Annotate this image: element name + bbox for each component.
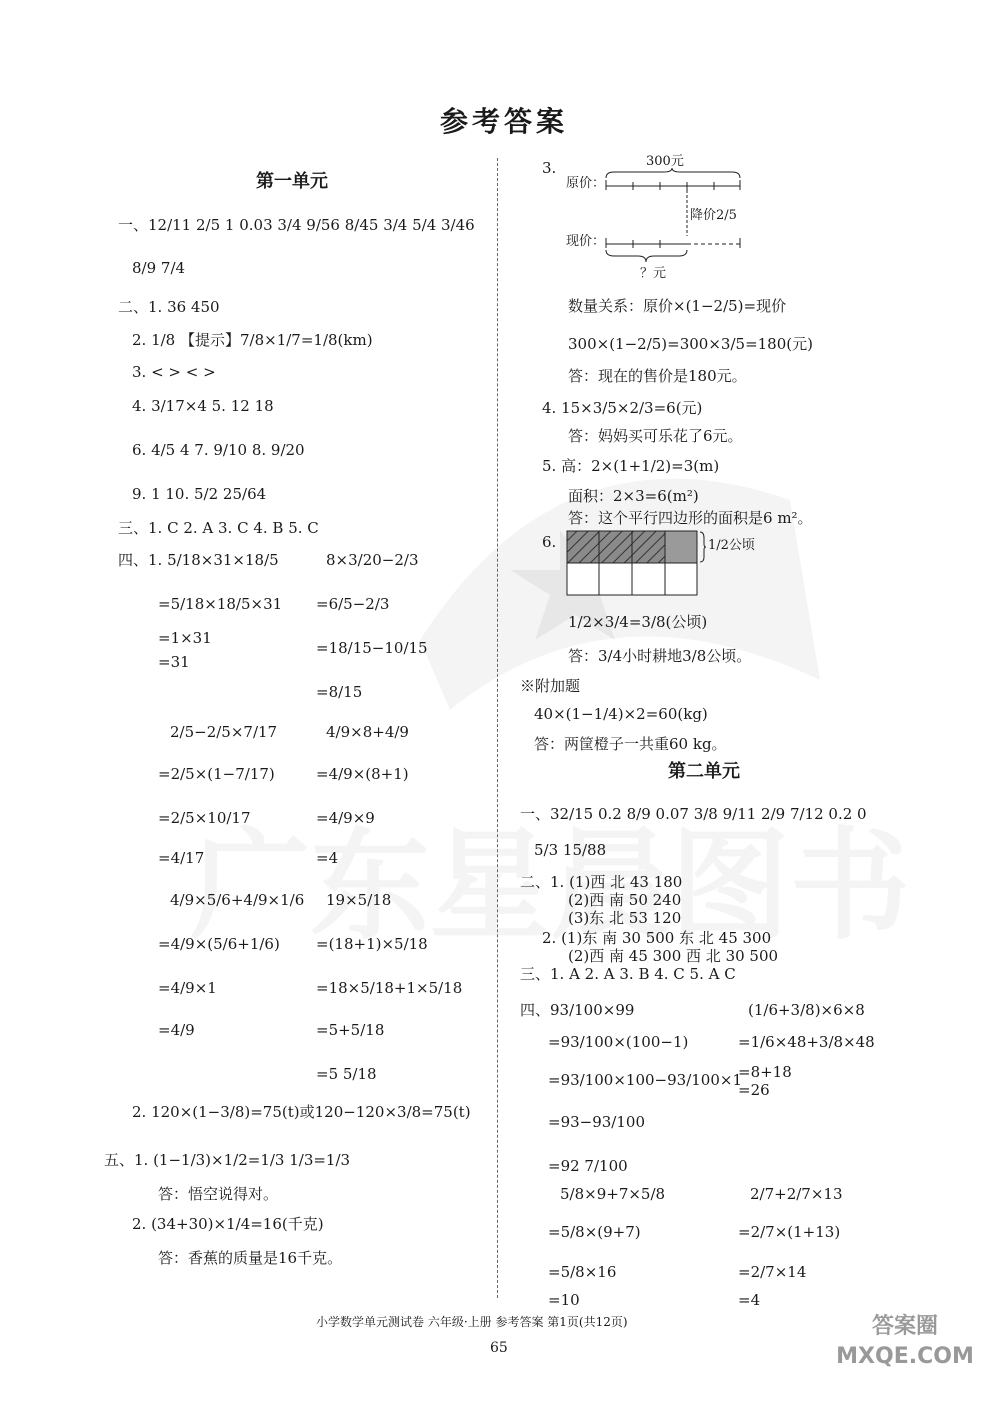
answer-line: (2)西 南 50 240 [568,891,682,909]
answer-line: 答：这个平行四边形的面积是6 m²。 [568,509,813,527]
answer-line: 答：两筐橙子一共重60 kg。 [534,735,727,753]
answer-line: =5+5/18 [316,1021,385,1039]
answer-line: 答：3/4小时耕地3/8公顷。 [568,647,752,665]
answer-line: =93/100×100−93/100×1 [548,1071,742,1089]
answer-line: 40×(1−1/4)×2=60(kg) [534,705,708,723]
answer-line: =4 [738,1291,761,1309]
answer-line: 面积：2×3=6(m²) [568,487,699,505]
answer-line: (1/6+3/8)×6×8 [748,1001,865,1019]
answer-line: 3. < > < > [132,363,216,381]
price-diagram [604,168,744,268]
answer-line: 2. 1/8 【提示】7/8×1/7=1/8(km) [132,331,373,349]
answer-line: ※附加题 [520,677,581,695]
answer-line: =26 [738,1081,770,1099]
answer-line: =1×31 [158,629,212,647]
page-footer: 小学数学单元测试卷 六年级·上册 参考答案 第1页(共12页) [316,1315,628,1329]
answer-line: =4/9×(5/6+1/6) [158,935,280,953]
answer-line: 1/2×3/4=3/8(公顷) [568,613,708,631]
answer-line: 6. 4/5 4 7. 9/10 8. 9/20 [132,441,305,459]
answer-line: 三、1. C 2. A 3. C 4. B 5. C [118,519,319,537]
answer-line: 4. 3/17×4 5. 12 18 [132,397,274,415]
answer-line: =8/15 [316,683,363,701]
answer-line: 5. 高：2×(1+1/2)=3(m) [542,457,720,475]
answer-line: =5/18×18/5×31 [158,595,283,613]
answer-line: 数量关系：原价×(1−2/5)=现价 [568,297,787,315]
diagram-label: ？元 [640,266,667,281]
column-divider [497,158,498,1298]
answer-line: 4/9×5/6+4/9×1/6 [170,891,305,909]
answer-line: =93−93/100 [548,1113,645,1131]
answer-line: =18×5/18+1×5/18 [316,979,463,997]
answer-line: =4/9 [158,1021,195,1039]
answer-line: 5/3 15/88 [534,841,607,859]
answer-line: 2. (34+30)×1/4=16(千克) [132,1215,324,1233]
unit2-heading: 第二单元 [668,761,740,782]
answer-line: 2/5−2/5×7/17 [170,723,278,741]
answer-line: 答：悟空说得对。 [158,1185,279,1203]
answer-line: 2/7+2/7×13 [750,1185,843,1203]
answer-line: =10 [548,1291,580,1309]
answer-line: =4 [316,849,339,867]
answer-line: =4/17 [158,849,205,867]
answer-line: 2. 120×(1−3/8)=75(t)或120−120×3/8=75(t) [132,1103,471,1121]
answer-line: =4/9×1 [158,979,217,997]
answer-line: 三、1. A 2. A 3. B 4. C 5. A C [520,965,736,983]
answer-line: 9. 1 10. 5/2 25/64 [132,485,267,503]
diagram-label: 1/2公顷 [708,538,755,553]
answer-line: =5 5/18 [316,1065,377,1083]
answer-line: =4/9×(8+1) [316,765,409,783]
answer-line: =(18+1)×5/18 [316,935,428,953]
answer-line: =5/8×(9+7) [548,1223,641,1241]
page-title: 参考答案 [440,105,569,138]
answer-line: =93/100×(100−1) [548,1033,689,1051]
answer-line: 19×5/18 [326,891,392,909]
diagram-label: 现价： [566,234,606,249]
answer-line: 答：香蕉的质量是16千克。 [158,1249,343,1267]
answer-line: 二、1. (1)西 北 43 180 [520,873,683,891]
answer-line: 8×3/20−2/3 [326,551,419,569]
answer-line: 4. 15×3/5×2/3=6(元) [542,399,703,417]
answer-line: 二、1. 36 450 [118,298,220,316]
answer-line: 一、32/15 0.2 8/9 0.07 3/8 9/11 2/9 7/12 0.2 0 [520,805,867,823]
site-stamp: 答案圈 MXQE.COM [836,1314,974,1369]
answer-line: 答：现在的售价是180元。 [568,367,747,385]
diagram-label: 原价： [566,176,606,191]
unit1-heading: 第一单元 [256,171,328,192]
page-number: 65 [490,1340,508,1356]
area-diagram [566,530,706,600]
answer-line: 300×(1−2/5)=300×3/5=180(元) [568,335,813,353]
answer-line: 四、93/100×99 [520,1001,635,1019]
answer-line: =18/15−10/15 [316,639,428,657]
answer-line: =8+18 [738,1063,792,1081]
answer-line: 2. (1)东 南 30 500 东 北 45 300 [542,929,772,947]
answer-line: (3)东 北 53 120 [568,909,682,927]
answer-line: (2)西 南 45 300 西 北 30 500 [568,947,779,965]
answer-line: =31 [158,653,190,671]
answer-line: 一、12/11 2/5 1 0.03 3/4 9/56 8/45 3/4 5/4 3/46 [118,216,475,234]
answer-line: =4/9×9 [316,809,375,827]
answer-line: 答：妈妈买可乐花了6元。 [568,427,743,445]
answer-line: 四、1. 5/18×31×18/5 [118,551,279,569]
answer-line: =6/5−2/3 [316,595,390,613]
answer-line: 3. [542,159,557,177]
answer-line: =2/7×14 [738,1263,807,1281]
diagram-label: 降价2/5 [690,208,737,223]
answer-line: 五、1. (1−1/3)×1/2=1/3 1/3=1/3 [104,1151,351,1169]
answer-line: =5/8×16 [548,1263,617,1281]
answer-line: =2/5×(1−7/17) [158,765,275,783]
answer-line: =2/5×10/17 [158,809,251,827]
answer-line: 6. [542,533,557,551]
diagram-label: 300元 [646,154,684,169]
answer-line: 5/8×9+7×5/8 [560,1185,666,1203]
answer-line: =2/7×(1+13) [738,1223,841,1241]
answer-line: =92 7/100 [548,1157,628,1175]
answer-line: 8/9 7/4 [132,259,186,277]
answer-line: 4/9×8+4/9 [326,723,409,741]
answer-line: =1/6×48+3/8×48 [738,1033,875,1051]
